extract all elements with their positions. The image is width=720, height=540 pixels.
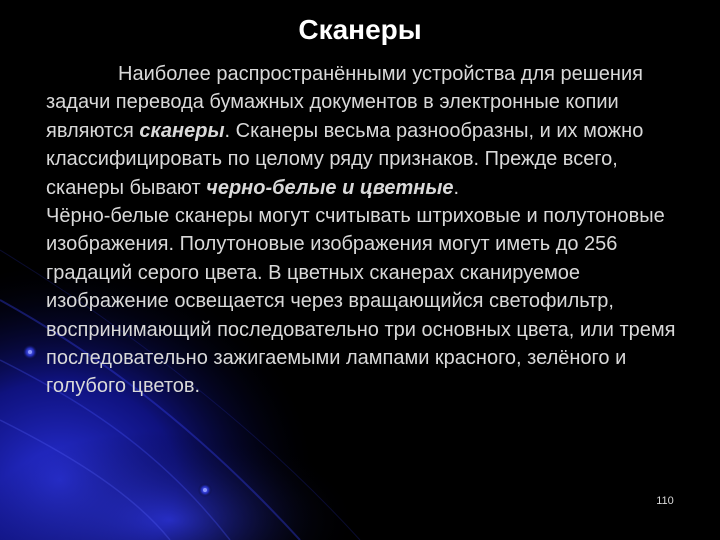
- text-run: .: [453, 176, 460, 199]
- emphasis-bw-color: черно-белые и цветные: [206, 176, 454, 199]
- slide-body: [46, 60, 686, 401]
- text-run: Наиболее распространёнными устройства для решения задачи перевода бумажных документов в электронные копии являются: [46, 63, 643, 142]
- paragraph-details: Чёрно-белые сканеры могут считывать штриховые и полутоновые изображения. Полутоновые изображения могут иметь до 256 градаций серого цвета. В цветных сканерах сканируемое изображение освещается через вращающийся светофильтр, воспринимающий последовательно три основных цвета, или тремя последовательно зажигаемыми лампами красного, зелёного и голубого цветов.: [46, 205, 676, 398]
- emphasis-scanners: сканеры: [139, 119, 225, 142]
- paragraph-intro: [46, 60, 686, 202]
- text-run: . Сканеры весьма разнообразны, и их можно классифицировать по целому ряду признаков. Прежде всего, сканеры бывают: [46, 119, 644, 199]
- page-number: 110: [656, 495, 674, 507]
- slide-title: Сканеры: [298, 14, 422, 45]
